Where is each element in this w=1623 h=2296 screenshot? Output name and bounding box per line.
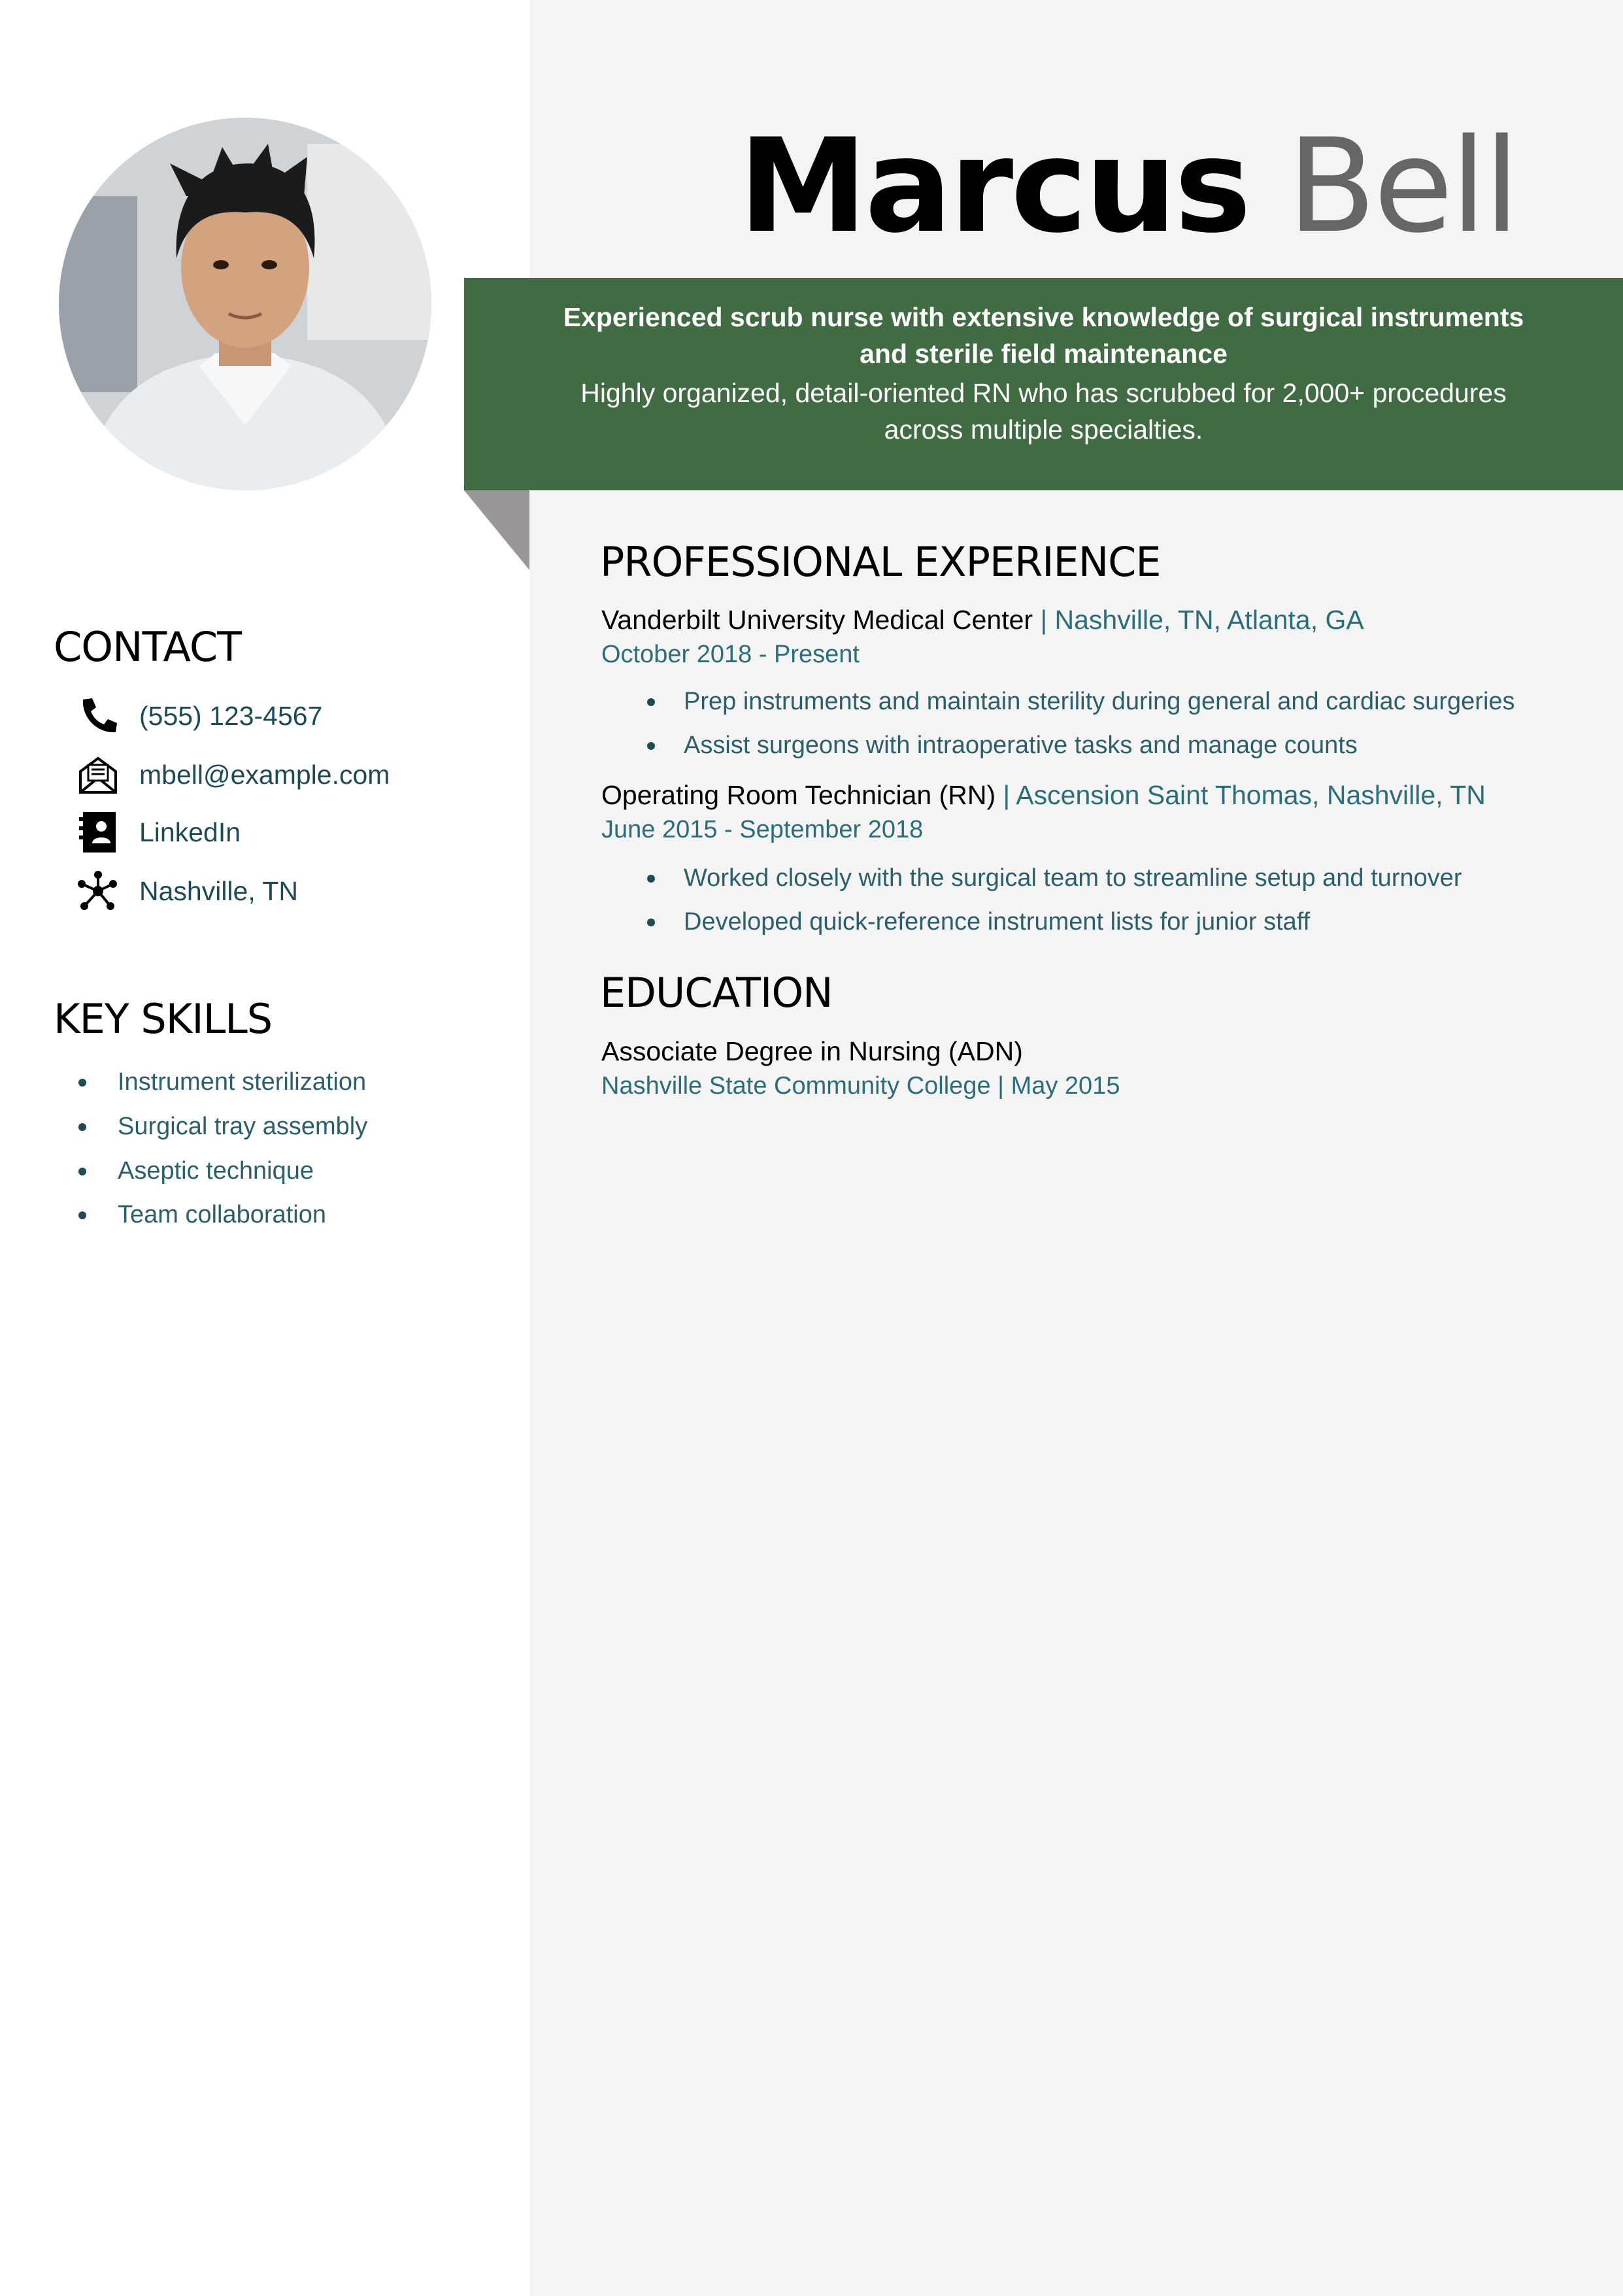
bullet-dot [647,919,655,926]
first-name: Marcus [739,110,1249,262]
bullet-dot [647,698,655,706]
location-text: Nashville, TN [139,875,299,906]
bullet-dot [647,742,655,750]
job-dates: October 2018 - Present [601,641,860,668]
job-bullet-text: Developed quick-reference instrument lists for junior staff [684,908,1311,936]
skill-text: Aseptic technique [118,1157,314,1185]
profile-photo-illustration [59,118,431,490]
phone-text: (555) 123-4567 [139,700,323,731]
bullet-dot [78,1079,86,1087]
job-bullet-text: Worked closely with the surgical team to streamline setup and turnover [684,864,1462,892]
education-school: Nashville State Community College | May 2015 [601,1072,1120,1100]
job-title [601,605,1364,635]
summary-banner [464,278,1623,490]
contact-location [75,868,298,914]
skill-text: Surgical tray assembly [118,1113,368,1140]
last-name: Bell [1287,110,1518,262]
job-bullet-text: Prep instruments and maintain sterility during general and cardiac surgeries [684,688,1515,715]
job-location: | Nashville, TN, Atlanta, GA [1040,605,1364,635]
job-bullet [647,908,1310,936]
job-dates: June 2015 - September 2018 [601,816,924,843]
summary-headline: Experienced scrub nurse with extensive knowledge of surgical instruments and sterile field maintenance [563,302,1524,369]
contact-heading: CONTACT [54,623,242,671]
skill-item [78,1113,367,1141]
job-employer: Vanderbilt University Medical Center [601,605,1033,635]
job-location: | Ascension Saint Thomas, Nashville, TN [1003,780,1486,810]
bullet-dot [78,1123,86,1131]
summary-text: Highly organized, detail-oriented RN who has scrubbed for 2,000+ procedures across multiple specialties. [580,378,1507,445]
education-degree: Associate Degree in Nursing (ADN) [601,1036,1023,1066]
skill-text: Team collaboration [118,1201,326,1228]
key-skills-heading: KEY SKILLS [54,995,273,1043]
job-bullet [647,732,1358,760]
job-bullet [647,864,1462,892]
experience-heading: PROFESSIONAL EXPERIENCE [600,538,1161,586]
profile-photo [59,118,431,490]
job-bullet [647,688,1515,716]
skill-item [78,1068,366,1096]
candidate-name [739,110,1518,262]
phone-icon [75,693,121,739]
bullet-dot [78,1168,86,1175]
network-icon [75,868,121,914]
skill-item [78,1201,326,1229]
contact-linkedin[interactable] [75,809,241,855]
skill-text: Instrument sterilization [118,1068,367,1096]
contact-phone[interactable] [75,693,322,739]
education-heading: EDUCATION [600,969,833,1017]
bullet-dot [647,875,655,883]
skill-item [78,1157,314,1185]
job-bullet-text: Assist surgeons with intraoperative tasks and manage counts [684,732,1358,759]
linkedin-badge-icon [75,809,121,855]
job-employer: Operating Room Technician (RN) [601,780,996,810]
email-text: mbell@example.com [139,759,390,790]
contact-email[interactable] [75,752,390,798]
bullet-dot [78,1211,86,1219]
banner-fold-decoration [464,490,529,570]
linkedin-text: LinkedIn [139,817,241,847]
job-title [601,780,1486,811]
envelope-icon [75,752,121,798]
